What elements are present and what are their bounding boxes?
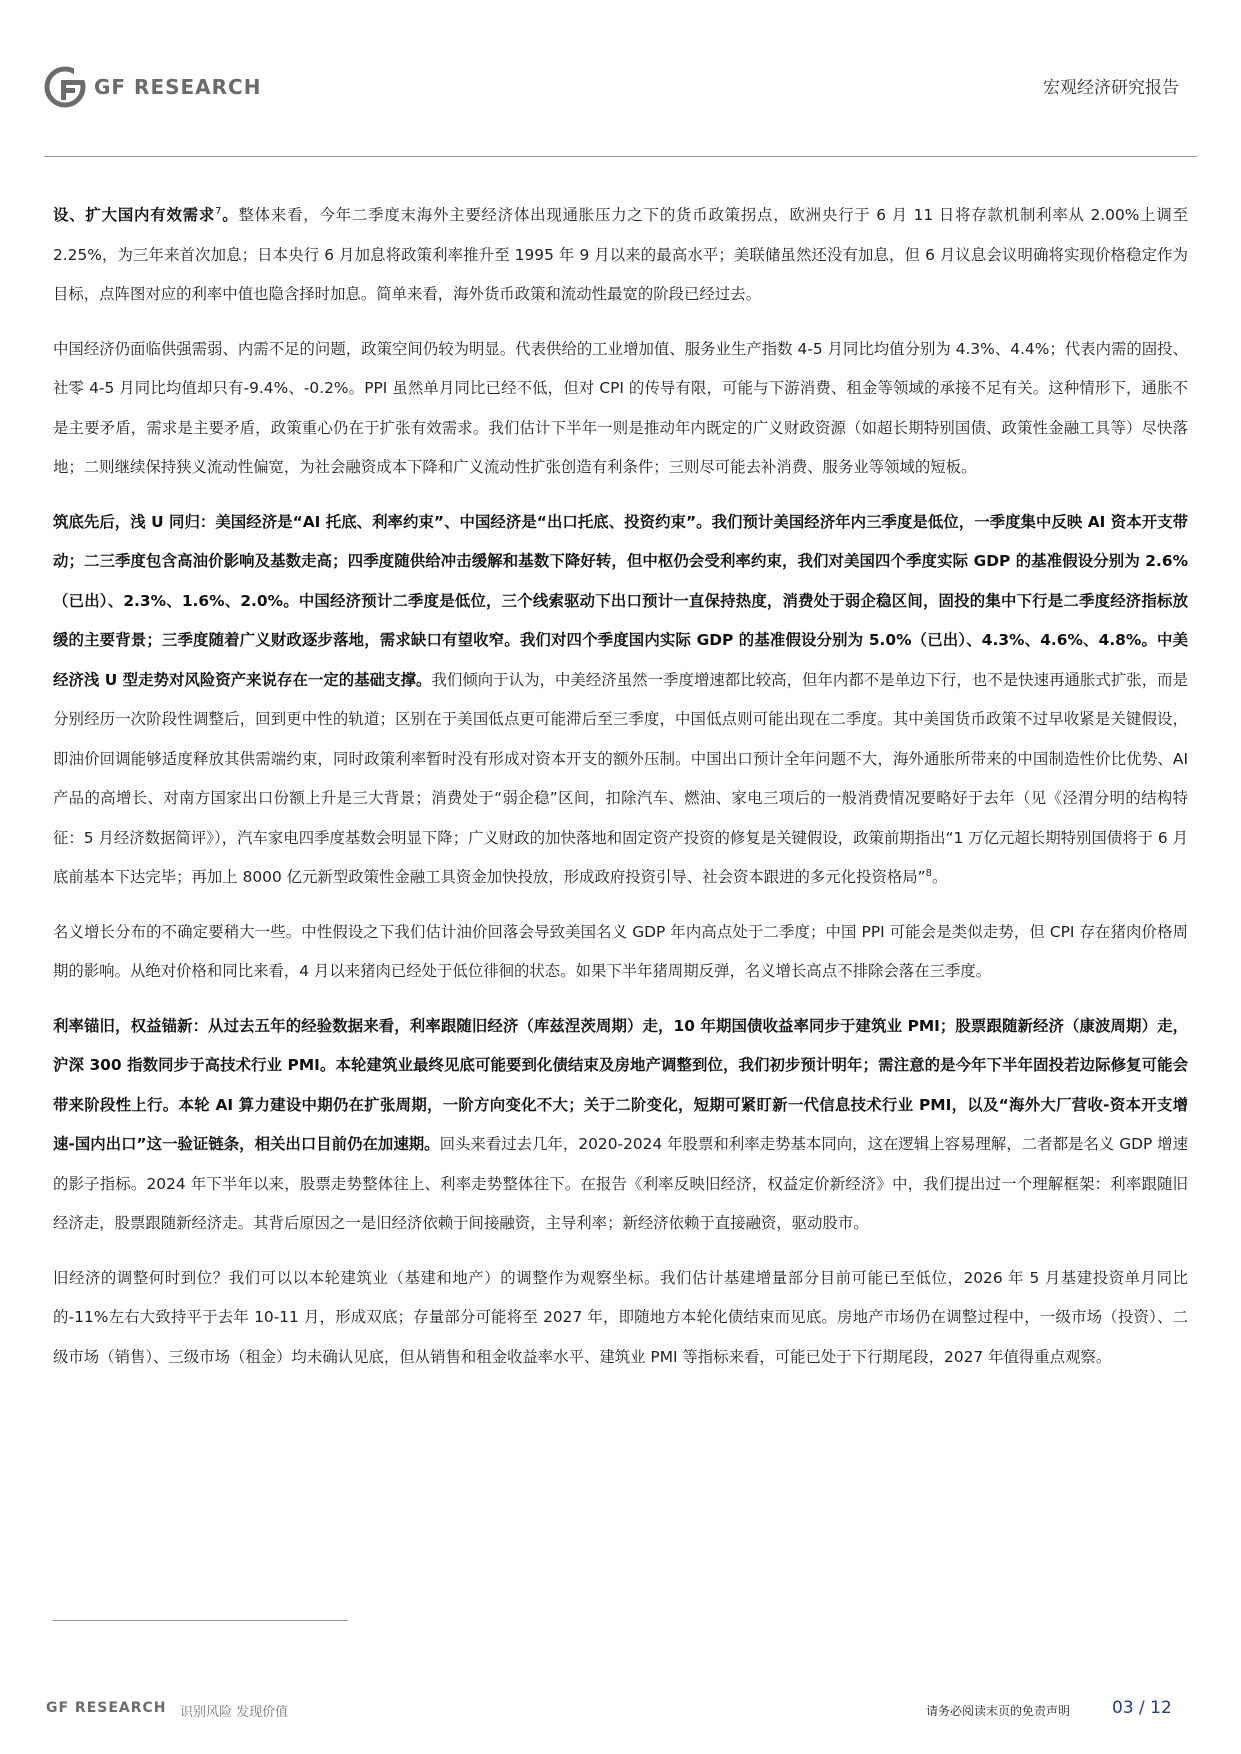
gf-logo-icon <box>44 66 86 108</box>
footer-slogan: 识别风险 发现价值 <box>180 1705 289 1720</box>
body-text: 旧经济的调整何时到位？我们可以以本轮建筑业（基建和地产）的调整作为观察坐标。我们估计基建增量部分目前可能已至低位，2026 年 5 月基建投资单月同比的-11%左右大致持平于去年 10-11 月，形成双底；存量部分可能将至 2027 年，即随地方本轮化债结束而见底。房地产市场仍在调整过程中，一级市场（投资）、二级市场（销售）、三级市场（租金）均未确认见底，但从销售和租金收益率水平、建筑业 PMI 等指标来看，可能已处于下行期尾段，2027 年值得重点观察。 <box>53 1268 1188 1366</box>
disclaimer-note: 请务必阅读末页的免责声明 <box>926 1704 1071 1718</box>
report-type: 宏观经济研究报告 <box>1043 78 1179 98</box>
body-text: 整体来看，今年二季度末海外主要经济体出现通胀压力之下的货币政策拐点，欧洲央行于 6 月 11 日将存款机制利率从 2.00%上调至 2.25%，为三年来首次加息；日本央行 6 月加息将政策利率推升至 1995 年 9 月以来的最高水平；美联储虽然还没有加息，但 6 月议息会议明确将实现价格稳定作为目标，点阵图对应的利率中值也隐含择时加息。简单来看，海外货币政策和流动性最宽的阶段已经过去。 <box>53 206 1188 303</box>
page-footer <box>0 1690 1241 1730</box>
body-paragraph <box>53 330 1188 488</box>
body-text: 我们倾向于认为，中美经济虽然一季度增速都比较高，但年内都不是单边下行，也不是快速再通胀式扩张，而是分别经历一次阶段性调整后，回到更中性的轨道；区别在于美国低点更可能滞后至三季度，中国低点则可能出现在二季度。其中美国货币政策不过早收紧是关键假设，即油价回调能够适度释放其供需端约束，同时政策利率暂时没有形成对资本开支的额外压制。中国出口预计全年问题不大，海外通胀所带来的中国制造性价比优势、AI 产品的高增长、对南方国家出口份额上升是三大背景；消费处于“弱企稳”区间，扣除汽车、燃油、家电三项后的一般消费情况要略好于去年（见《泾渭分明的结构特征：5 月经济数据简评》），汽车家电四季度基数会明显下降；广义财政的加快落地和固定资产投资的修复是关键假设，政策前期指出“1 万亿元超长期特别国债将于 6 月底前基本下达完毕；再加上 8000 亿元新型政策性金融工具资金加快投放，形成政府投资引导、社会资本跟进的多元化投资格局” <box>53 670 1188 886</box>
body-paragraph <box>53 1259 1188 1378</box>
body-text: 回头来看过去几年，2020-2024 年股票和利率走势基本同向，这在逻辑上容易理解，二者都是名义 GDP 增速的影子指标。2024 年下半年以来，股票走势整体往上、利率走势整体往下。在报告《利率反映旧经济，权益定价新经济》中，我们提出过一个理解框架：利率跟随旧经济走，股票跟随新经济走。其背后原因之一是旧经济依赖于间接融资，主导利率；新经济依赖于直接融资，驱动股市。 <box>53 1135 1188 1232</box>
body-text: 中国经济仍面临供强需弱、内需不足的问题，政策空间仍较为明显。代表供给的工业增加值、服务业生产指数 4-5 月同比均值分别为 4.3%、4.4%；代表内需的固投、社零 4-5 月同比均值却只有-9.4%、-0.2%。PPI 虽然单月同比已经不低，但对 CPI 的传导有限，可能与下游消费、租金等领域的承接不足有关。这种情形下，通胀不是主要矛盾，需求是主要矛盾，政策重心仍在于扩张有效需求。我们估计下半年一则是推动年内既定的广义财政资源（如超长期特别国债、政策性金融工具等）尽快落地；二则继续保持狭义流动性偏宽，为社会融资成本下降和广义流动性扩张创造有利条件；三则尽可能去补消费、服务业等领域的短板。 <box>53 339 1188 476</box>
report-body <box>53 196 1188 1392</box>
body-paragraph <box>53 1007 1188 1244</box>
page-number: 03 / 12 <box>1112 1698 1172 1718</box>
page-header <box>0 0 1241 160</box>
header-divider <box>44 156 1197 157</box>
bold-text: 。 <box>221 206 239 224</box>
bold-text: 利率锚旧，权益锚新：从过去五年的经验数据来看，利率跟随旧经济（库兹涅茨周期）走，10 年期国债收益率同步于建筑业 PMI；股票跟随新经济（康波周期）走，沪深 300 指数同步于高技术行业 PMI。本轮建筑业最终见底可能要到化债结束及房地产调整到位，我们初步预计明年；需注意的是今年下半年固投若边际修复可能会带来阶段性上行。本轮 AI 算力建设中期仍在扩张周期，一阶方向变化不大；关于二阶变化，短期可紧盯新一代信息技术行业 PMI，以及“海外大厂营收-资本开支增速-国内出口”这一验证链条，相关出口目前仍在加速期。 <box>53 1016 1188 1153</box>
body-paragraph <box>53 196 1188 315</box>
bold-text: 设、扩大国内有效需求 <box>53 206 216 224</box>
footnote-divider <box>53 1620 348 1621</box>
footnote-marker: 8 <box>925 867 933 879</box>
body-text: 。 <box>932 868 948 886</box>
bold-text: 筑底先后，浅 U 同归：美国经济是“AI 托底、利率约束”、中国经济是“出口托底、投资约束”。我们预计美国经济年内三季度是低位，一季度集中反映 AI 资本开支带动；二三季度包含高油价影响及基数走高；四季度随供给冲击缓解和基数下降好转，但中枢仍会受利率约束，我们对美国四个季度实际 GDP 的基准假设分别为 2.6%（已出）、2.3%、1.6%、2.0%。中国经济预计二季度是低位，三个线索驱动下出口预计一直保持热度，消费处于弱企稳区间，固投的集中下行是二季度经济指标放缓的主要背景；三季度随着广义财政逐步落地，需求缺口有望收窄。我们对四个季度国内实际 GDP 的基准假设分别为 5.0%（已出）、4.3%、4.6%、4.8%。中美经济浅 U 型走势对风险资产来说存在一定的基础支撑。 <box>53 512 1188 689</box>
body-text: 名义增长分布的不确定要稍大一些。中性假设之下我们估计油价回落会导致美国名义 GDP 年内高点处于二季度；中国 PPI 可能会是类似走势，但 CPI 存在猪肉价格周期的影响。从绝对价格和同比来看，4 月以来猪肉已经处于低位徘徊的状态。如果下半年猪周期反弹，名义增长高点不排除会落在三季度。 <box>53 922 1188 980</box>
footer-logo-text: GF RESEARCH <box>46 1700 167 1716</box>
footnote-marker: 7 <box>215 205 222 217</box>
body-paragraph <box>53 503 1188 898</box>
gf-research-logo <box>44 66 261 108</box>
body-paragraph <box>53 913 1188 992</box>
logo-text: GF RESEARCH <box>94 75 262 99</box>
